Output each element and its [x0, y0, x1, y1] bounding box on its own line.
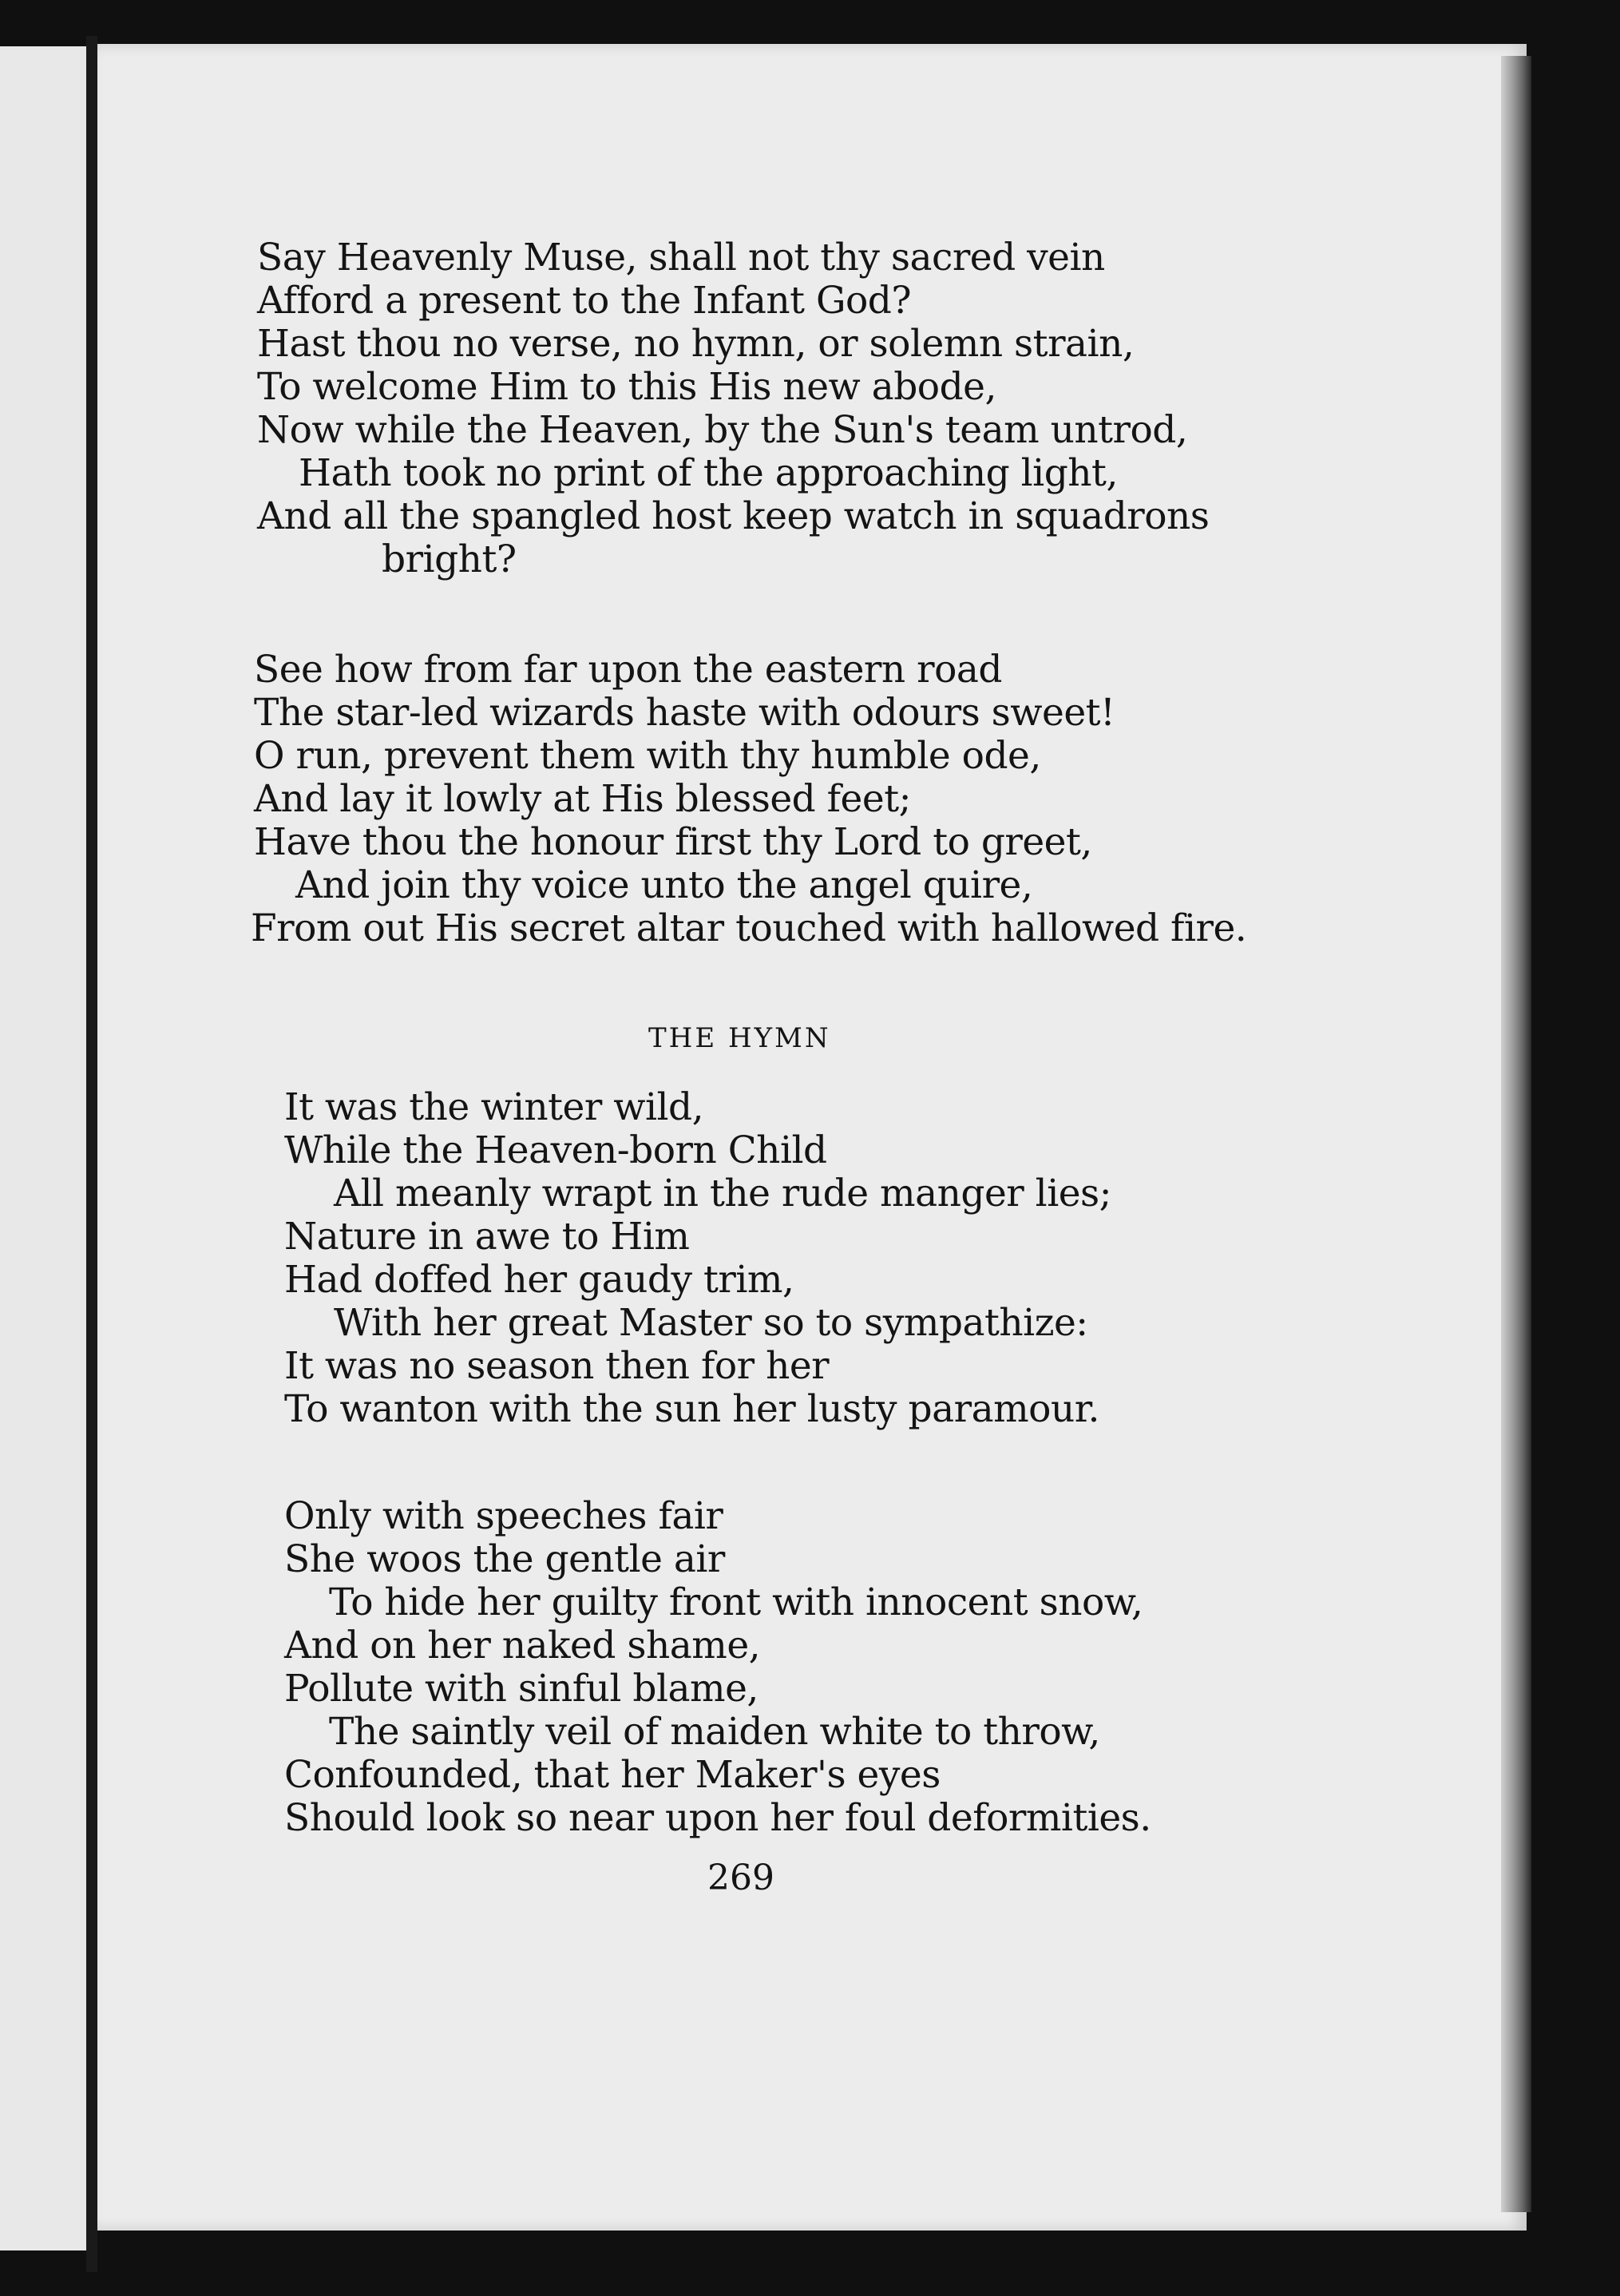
poem-line: It was the winter wild, [284, 1085, 704, 1129]
poem-line: Hath took no print of the approaching light, [299, 451, 1118, 495]
poem-line: Afford a present to the Infant God? [257, 279, 912, 323]
poem-line: It was no season then for her [284, 1344, 830, 1388]
poem-line: Pollute with sinful blame, [284, 1667, 759, 1711]
poem-line: While the Heaven-born Child [284, 1128, 827, 1172]
poem-line: bright? [382, 537, 517, 581]
poem-line: To hide her guilty front with innocent snow, [329, 1580, 1143, 1624]
poem-line: To welcome Him to this His new abode, [257, 365, 996, 409]
poem-line: Have thou the honour first thy Lord to greet, [254, 820, 1092, 864]
poem-line: From out His secret altar touched with hallowed fire. [251, 906, 1247, 950]
poem-line: To wanton with the sun her lusty paramour. [284, 1387, 1099, 1431]
poem-line: See how from far upon the eastern road [254, 648, 1002, 692]
poem-line: Only with speeches fair [284, 1494, 723, 1538]
poem-line: Had doffed her gaudy trim, [284, 1258, 794, 1302]
poem-line: Nature in awe to Him [284, 1215, 690, 1259]
poem-line: The saintly veil of maiden white to throw, [329, 1710, 1100, 1754]
poem-line: She woos the gentle air [284, 1537, 725, 1581]
poem-line: The star-led wizards haste with odours sweet! [254, 691, 1115, 735]
poem-line: And join thy voice unto the angel quire, [295, 863, 1033, 907]
poem-line: Say Heavenly Muse, shall not thy sacred vein [257, 236, 1105, 280]
poem-line: All meanly wrapt in the rude manger lies; [334, 1172, 1112, 1215]
poem-line: And lay it lowly at His blessed feet; [254, 777, 911, 821]
page-number: 269 [707, 1858, 774, 1898]
poem-line: Now while the Heaven, by the Sun's team untrod, [257, 408, 1188, 452]
poem-line: O run, prevent them with thy humble ode, [254, 734, 1041, 778]
poem-line: With her great Master so to sympathize: [334, 1301, 1088, 1345]
poem-line: Should look so near upon her foul deformities. [284, 1796, 1151, 1840]
section-heading: THE HYMN [648, 1022, 831, 1054]
poem-line: And all the spangled host keep watch in squadrons [257, 494, 1210, 538]
poem-line: And on her naked shame, [284, 1624, 761, 1667]
poem-line: Hast thou no verse, no hymn, or solemn strain, [257, 322, 1135, 366]
poem-line: Confounded, that her Maker's eyes [284, 1753, 941, 1797]
